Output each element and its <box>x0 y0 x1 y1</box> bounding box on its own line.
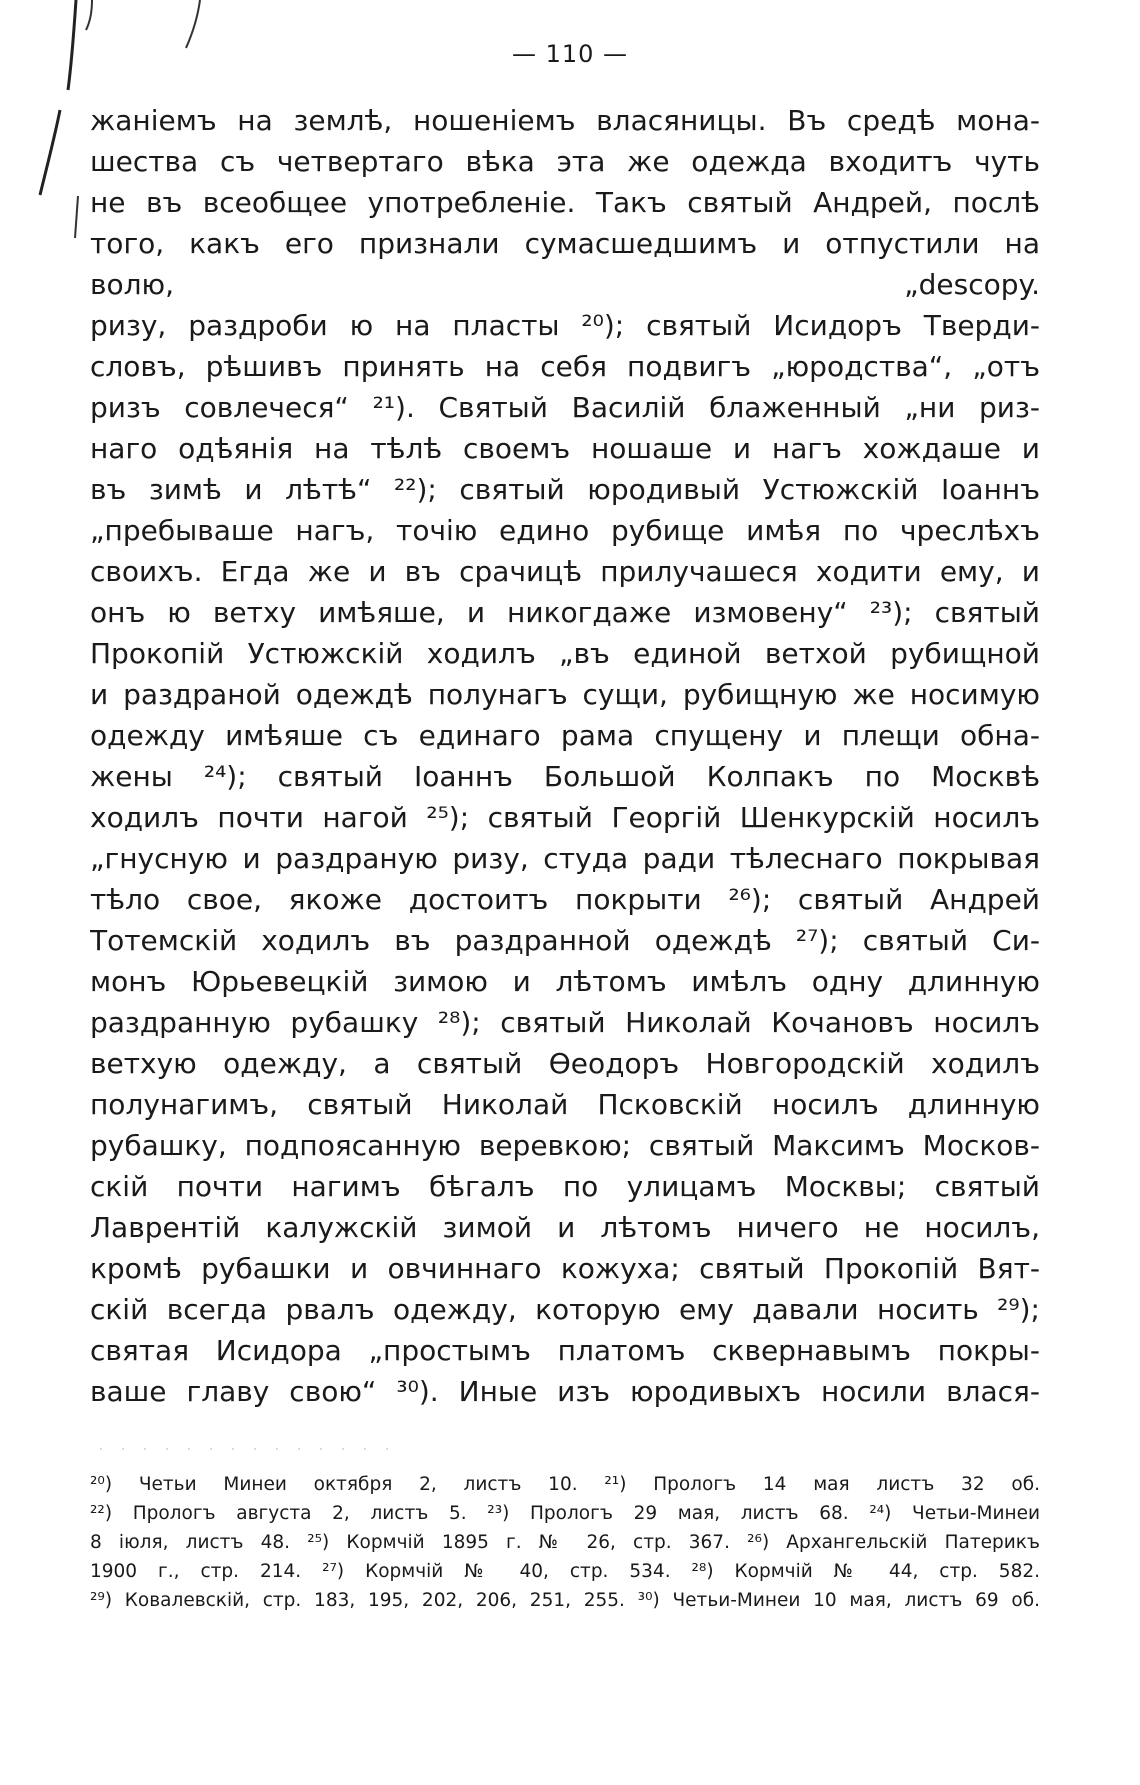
footnote-line: ²⁰) Четьи Минеи октября 2, листъ 10. ²¹) Прологъ 14 мая листъ 32 об. <box>90 1474 1040 1495</box>
text-line: жаніемъ на землѣ, ношеніемъ власяницы. Въ средѣ мона- <box>90 104 1040 137</box>
text-line: Прокопій Устюжскій ходилъ „въ единой ветхой рубищной <box>90 637 1040 670</box>
footnote-line: 8 іюля, листъ 48. ²⁵) Кормчій 1895 г. № 26, стр. 367. ²⁶) Архангельскій Патерикъ <box>90 1532 1040 1553</box>
footnotes <box>90 1470 1040 1615</box>
pen-stroke-top-right <box>186 0 200 48</box>
text-line: своихъ. Егда же и въ срачицѣ прилучашеся ходити ему, и <box>90 555 1040 588</box>
text-line: волю, „descopy. <box>90 268 1040 301</box>
pen-stroke-margin-2 <box>75 196 78 238</box>
text-line: словъ, рѣшивъ принять на себя подвигъ „юродства“, „отъ <box>90 350 1040 383</box>
text-line: Лаврентій калужскій зимой и лѣтомъ ничего не носилъ, <box>90 1211 1040 1244</box>
text-line: онъ ю ветху имѣяше, и никогдаже измовену“ ²³); святый <box>90 596 1040 629</box>
pen-stroke-top-left <box>68 0 76 90</box>
text-line: полунагимъ, святый Николай Псковскій носилъ длинную <box>90 1088 1040 1121</box>
text-line: монъ Юрьевецкій зимою и лѣтомъ имѣлъ одну длинную <box>90 965 1040 998</box>
text-line: святая Исидора „простымъ платомъ сквернавымъ покры- <box>90 1334 1040 1367</box>
footnote-line: ²²) Прологъ августа 2, листъ 5. ²³) Прологъ 29 мая, листъ 68. ²⁴) Четьи-Минеи <box>90 1503 1040 1524</box>
text-line: и раздраной одеждѣ полунагъ сущи, рубищную же носимую <box>90 678 1040 711</box>
text-line: тѣло свое, якоже достоитъ покрыти ²⁶); святый Андрей <box>90 883 1040 916</box>
page-number: — 110 — <box>511 40 629 68</box>
text-line: рубашку, подпоясанную веревкою; святый Максимъ Москов- <box>90 1129 1040 1162</box>
text-line: наго одѣянія на тѣлѣ своемъ ношаше и нагъ хождаше и <box>90 432 1040 465</box>
text-line: раздранную рубашку ²⁸); святый Николай Кочановъ носилъ <box>90 1006 1040 1039</box>
text-line: того, какъ его признали сумасшедшимъ и отпустили на <box>90 227 1040 260</box>
text-line: жены ²⁴); святый Іоаннъ Большой Колпакъ по Москвѣ <box>90 760 1040 793</box>
text-line: ваше главу свою“ ³⁰). Иные изъ юродивыхъ носили влася- <box>90 1375 1040 1408</box>
text-line: шества съ четвертаго вѣка эта же одежда входитъ чуть <box>90 145 1040 178</box>
text-line: ризу, раздроби ю на пласты ²⁰); святый Исидоръ Тверди- <box>90 309 1040 342</box>
text-line: скій почти нагимъ бѣгалъ по улицамъ Москвы; святый <box>90 1170 1040 1203</box>
text-line: „пребываше нагъ, точію едино рубище имѣя по чреслѣхъ <box>90 514 1040 547</box>
text-line: скій всегда рвалъ одежду, которую ему давали носить ²⁹); <box>90 1293 1040 1326</box>
text-line: кромѣ рубашки и овчиннаго кожуха; святый Прокопій Вят- <box>90 1252 1040 1285</box>
text-line: Тотемскій ходилъ въ раздранной одеждѣ ²⁷); святый Си- <box>90 924 1040 957</box>
text-line: одежду имѣяше съ единаго рама спущену и плещи обна- <box>90 719 1040 752</box>
text-line: ветхую одежду, а святый Ѳеодоръ Новгородскій ходилъ <box>90 1047 1040 1080</box>
text-line: „гнусную и раздраную ризу, студа ради тѣлеснаго покрывая <box>90 842 1040 875</box>
footnote-line: ²⁹) Ковалевскій, стр. 183, 195, 202, 206, 251, 255. ³⁰) Четьи-Минеи 10 мая, листъ 69 об. <box>90 1590 1040 1611</box>
footnote-separator <box>90 1448 390 1450</box>
text-line: не въ всеобщее употребленіе. Такъ святый Андрей, послѣ <box>90 186 1040 219</box>
pen-stroke-margin <box>40 110 60 195</box>
main-text <box>90 100 1040 1412</box>
text-line: ризъ совлечеся“ ²¹). Святый Василій блаженный „ни риз- <box>90 391 1040 424</box>
footnote-line: 1900 г., стр. 214. ²⁷) Кормчій № 40, стр. 534. ²⁸) Кормчій № 44, стр. 582. <box>90 1561 1040 1582</box>
text-line: въ зимѣ и лѣтѣ“ ²²); святый юродивый Устюжскій Іоаннъ <box>90 473 1040 506</box>
text-line: ходилъ почти нагой ²⁵); святый Георгій Шенкурскій носилъ <box>90 801 1040 834</box>
pen-stroke-top-left-2 <box>86 0 92 30</box>
